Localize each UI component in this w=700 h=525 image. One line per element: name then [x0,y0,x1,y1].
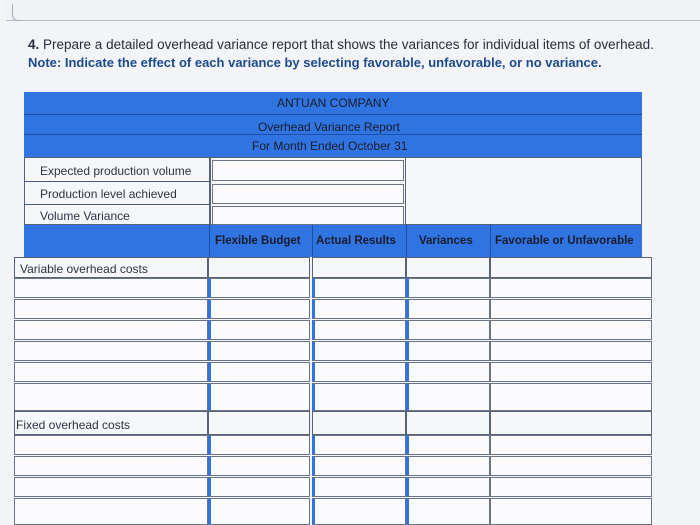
amount-input[interactable] [208,477,310,497]
volume-blank-area [406,157,642,225]
overhead-item-input[interactable] [14,498,208,525]
favorable-select[interactable] [490,362,652,382]
section-blank-cell [312,411,406,435]
amount-input[interactable] [312,435,406,455]
header-divider [24,114,642,115]
overhead-item-input[interactable] [14,362,208,382]
section-blank-cell [208,257,310,278]
favorable-select[interactable] [490,278,652,298]
amount-input[interactable] [406,320,490,340]
previous-answer-box [6,0,700,21]
header-divider [24,134,642,135]
col-divider [209,225,210,257]
section-blank-cell [490,257,652,278]
amount-input[interactable] [208,456,310,476]
amount-input[interactable] [312,299,406,319]
amount-input[interactable] [406,498,490,525]
fixed-overhead-label: Fixed overhead costs [16,418,131,432]
amount-input[interactable] [406,362,490,382]
amount-input[interactable] [208,435,310,455]
favorable-select[interactable] [490,383,652,411]
expected-production-label: Expected production volume [40,164,192,178]
col-variances: Variances [419,235,473,247]
production-achieved-input[interactable] [212,184,404,204]
overhead-item-input[interactable] [14,435,208,455]
favorable-select[interactable] [490,477,652,497]
amount-input[interactable] [406,435,490,455]
favorable-select[interactable] [490,435,652,455]
amount-input[interactable] [312,383,406,411]
report-title: Overhead Variance Report [258,120,400,134]
amount-input[interactable] [208,341,310,361]
amount-input[interactable] [406,278,490,298]
favorable-select[interactable] [490,320,652,340]
amount-input[interactable] [208,362,310,382]
report-period: For Month Ended October 31 [252,139,408,153]
company-name: ANTUAN COMPANY [277,96,390,110]
box-corner [12,4,23,21]
section-blank-cell [208,411,310,435]
favorable-select[interactable] [490,498,652,525]
volume-variance-input[interactable] [212,206,404,225]
question-note: Note: Indicate the effect of each variance by selecting favorable, unfavorable, or no variance. [28,55,602,70]
amount-input[interactable] [312,362,406,382]
amount-input[interactable] [312,341,406,361]
amount-input[interactable] [208,498,310,525]
favorable-select[interactable] [490,299,652,319]
volume-variance-label: Volume Variance [40,209,130,223]
overhead-item-input[interactable] [14,341,208,361]
amount-input[interactable] [312,278,406,298]
overhead-item-input[interactable] [14,278,208,298]
col-divider [406,225,407,257]
expected-production-input[interactable] [212,160,404,181]
amount-input[interactable] [208,278,310,298]
overhead-item-input[interactable] [14,456,208,476]
amount-input[interactable] [406,456,490,476]
col-favorable-unfavorable: Favorable or Unfavorable [495,235,634,247]
overhead-item-input[interactable] [14,383,208,411]
production-achieved-label: Production level achieved [40,187,177,201]
section-blank-cell [312,257,406,278]
favorable-select[interactable] [490,341,652,361]
variable-overhead-label: Variable overhead costs [20,262,148,276]
row-divider [24,181,210,182]
section-blank-cell [490,411,652,435]
amount-input[interactable] [406,299,490,319]
amount-input[interactable] [312,498,406,525]
col-actual-results: Actual Results [316,235,396,247]
section-blank-cell [406,411,490,435]
overhead-item-input[interactable] [14,299,208,319]
amount-input[interactable] [406,341,490,361]
row-divider [24,204,210,205]
amount-input[interactable] [208,383,310,411]
question-text: 4. Prepare a detailed overhead variance report that shows the variances for individual items of overhead. [28,37,654,52]
col-flexible-budget: Flexible Budget [215,235,301,247]
overhead-item-input[interactable] [14,477,208,497]
section-blank-cell [406,257,490,278]
favorable-select[interactable] [490,456,652,476]
col-divider [312,225,313,257]
amount-input[interactable] [406,477,490,497]
amount-input[interactable] [208,320,310,340]
amount-input[interactable] [312,320,406,340]
amount-input[interactable] [312,477,406,497]
col-divider [490,225,491,257]
amount-input[interactable] [208,299,310,319]
overhead-item-input[interactable] [14,320,208,340]
amount-input[interactable] [312,456,406,476]
amount-input[interactable] [406,383,490,411]
